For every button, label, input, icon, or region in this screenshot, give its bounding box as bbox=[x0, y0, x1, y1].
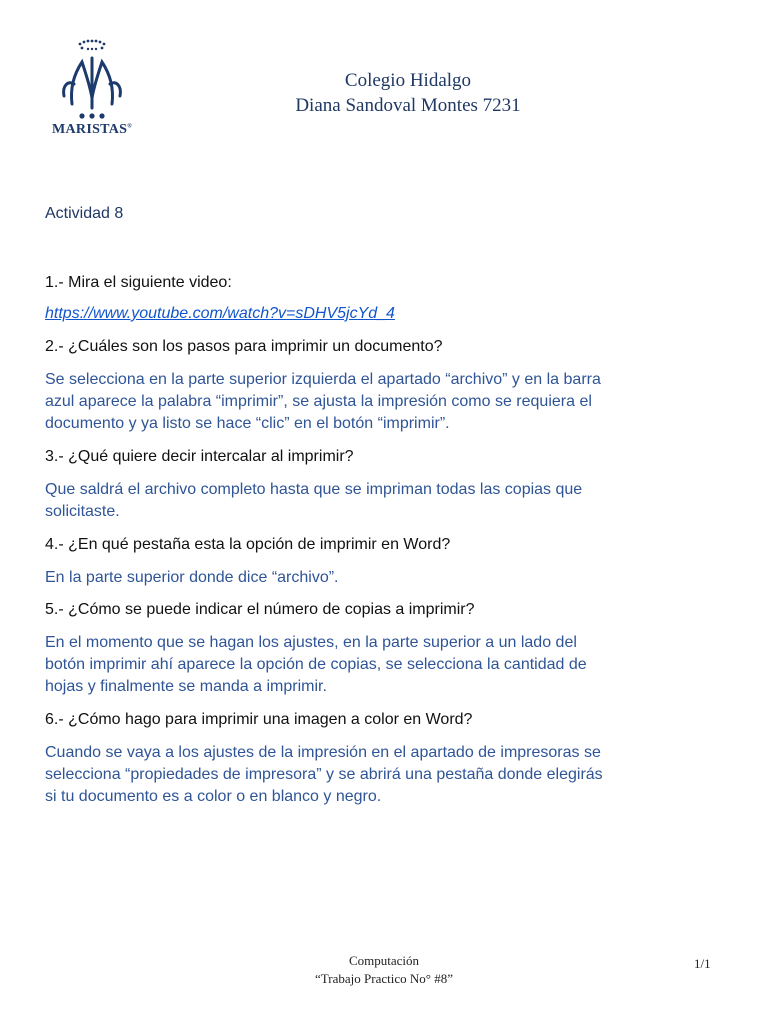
answer-5-line-2: botón imprimir ahí aparece la opción de copias, se selecciona la cantidad de bbox=[45, 656, 587, 673]
answer-5-line-1: En el momento que se hagan los ajustes, en la parte superior a un lado del bbox=[45, 634, 577, 651]
answer-4 bbox=[45, 567, 685, 589]
answer-6-line-1: Cuando se vaya a los ajustes de la impresión en el apartado de impresoras se bbox=[45, 744, 601, 761]
question-4: 4.- ¿En qué pestaña esta la opción de imprimir en Word? bbox=[45, 536, 451, 553]
question-6: 6.- ¿Cómo hago para imprimir una imagen a color en Word? bbox=[45, 711, 473, 728]
answer-3-line-1: Que saldrá el archivo completo hasta que se impriman todas las copias que bbox=[45, 481, 583, 498]
footer-title: “Trabajo Practico No° #8” bbox=[315, 971, 453, 986]
answer-4-line-1: En la parte superior donde dice “archivo”. bbox=[45, 569, 339, 586]
answer-6-line-3: si tu documento es a color o en blanco y negro. bbox=[45, 788, 382, 805]
answer-6 bbox=[45, 742, 685, 808]
answer-2-line-1: Se selecciona en la parte superior izquierda el apartado “archivo” y en la barra bbox=[45, 371, 601, 388]
school-name: Colegio Hidalgo bbox=[344, 70, 472, 91]
footer-subject: Computación bbox=[348, 953, 420, 968]
question-1: 1.- Mira el siguiente video: bbox=[45, 274, 232, 291]
activity-title: Actividad 8 bbox=[45, 205, 124, 222]
student-name: Diana Sandoval Montes 7231 bbox=[295, 95, 521, 116]
question-2: 2.- ¿Cuáles son los pasos para imprimir un documento? bbox=[45, 338, 443, 355]
question-3: 3.- ¿Qué quiere decir intercalar al imprimir? bbox=[45, 448, 354, 465]
maristas-logo bbox=[52, 38, 136, 148]
page-number: 1/1 bbox=[694, 956, 711, 971]
question-5: 5.- ¿Cómo se puede indicar el número de copias a imprimir? bbox=[45, 601, 475, 618]
answer-2-line-2: azul aparece la palabra “imprimir”, se ajusta la impresión como se requiera el bbox=[45, 393, 592, 410]
answer-6-line-2: selecciona “propiedades de impresora” y se abrirá una pestaña donde elegirás bbox=[45, 766, 603, 783]
answer-2-line-3: documento y ya listo se hace “clic” en el botón “imprimir”. bbox=[45, 415, 450, 432]
answer-2 bbox=[45, 369, 685, 435]
answer-5-line-3: hojas y finalmente se manda a imprimir. bbox=[45, 678, 327, 695]
answer-3 bbox=[45, 479, 685, 523]
logo-label: MARISTAS® bbox=[52, 122, 133, 137]
answer-3-line-2: solicitaste. bbox=[45, 503, 120, 520]
video-link[interactable] bbox=[45, 303, 395, 325]
video-link-text[interactable]: https://www.youtube.com/watch?v=sDHV5jcYd_4 bbox=[45, 305, 395, 322]
answer-5 bbox=[45, 632, 685, 698]
